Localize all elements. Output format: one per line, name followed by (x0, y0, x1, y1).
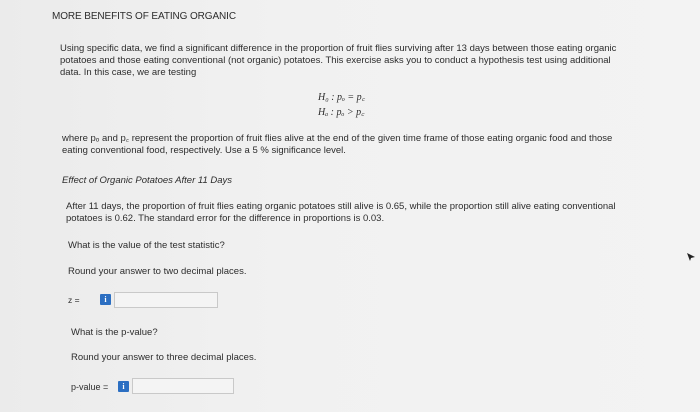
test-statistic-input[interactable] (114, 292, 218, 308)
p-value-instruction: Round your answer to three decimal places. (71, 352, 257, 363)
p-value-question: What is the p-value? (71, 327, 158, 338)
p-value-label: p-value = (71, 382, 109, 392)
info-icon[interactable]: i (118, 381, 129, 392)
where-line-2: eating conventional food, respectively. Use a 5 % significance level. (62, 145, 346, 156)
scenario-line-2: potatoes is 0.62. The standard error for the difference in proportions is 0.03. (66, 213, 385, 224)
z-label: z = (68, 295, 80, 305)
info-icon[interactable]: i (100, 294, 111, 305)
intro-line-2: potatoes and those eating conventional (not organic) potatoes. This exercise asks you to conduct a hypothesis test using additional (60, 55, 611, 66)
intro-line-3: data. In this case, we are testing (60, 67, 197, 78)
test-statistic-question: What is the value of the test statistic? (68, 240, 225, 251)
page-title: MORE BENEFITS OF EATING ORGANIC (52, 11, 236, 22)
mouse-pointer-icon (686, 252, 696, 262)
test-statistic-instruction: Round your answer to two decimal places. (68, 266, 247, 277)
scenario-line-1: After 11 days, the proportion of fruit flies eating organic potatoes still alive is 0.65, while the proportion still alive eating conventional (66, 201, 616, 212)
null-hypothesis: H₀ : pₒ = p꜀ (318, 92, 366, 103)
where-line-1: where pₒ and p꜀ represent the proportion of fruit flies alive at the end of the given time frame of those eating organic food and those (62, 133, 613, 144)
section-title: Effect of Organic Potatoes After 11 Days (62, 175, 233, 186)
p-value-input[interactable] (132, 378, 234, 394)
alternative-hypothesis: Hₐ : pₒ > p꜀ (318, 107, 365, 118)
intro-line-1: Using specific data, we find a significant difference in the proportion of fruit flies surviving after 13 days between those eating organic (60, 43, 617, 54)
